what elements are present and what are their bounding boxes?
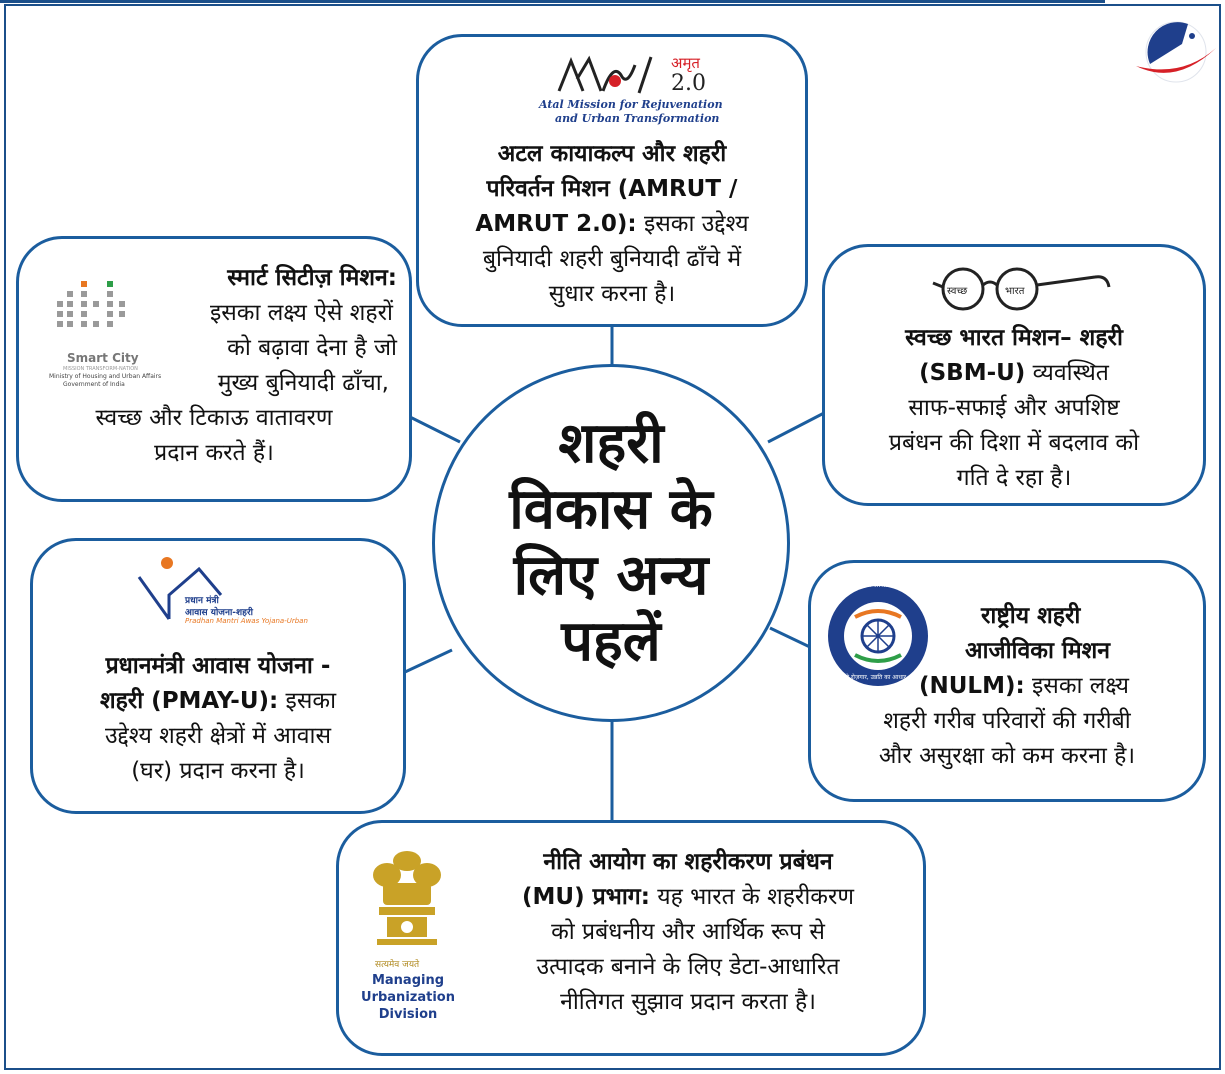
central-title-line1: शहरी xyxy=(558,411,664,476)
pmay-title-line1: प्रधानमंत्री आवास योजना - xyxy=(105,653,331,679)
amrut-logo-line2: and Urban Transformation xyxy=(555,112,720,125)
sbm-logo-left: स्वच्छ xyxy=(947,286,968,297)
pmay-logo-line3: Pradhan Mantri Awas Yojana-Urban xyxy=(185,617,308,625)
amrut-title-line2: परिवर्तन मिशन (AMRUT / xyxy=(486,176,738,202)
pmay-desc-line2: इसका xyxy=(278,688,337,714)
sbm-desc-line5: गति दे रहा है। xyxy=(956,465,1072,491)
smart-city-logo-ministry: Ministry of Housing and Urban Affairs xyxy=(49,373,162,380)
nulm-logo-top: राष्ट्रीय शहरी आजीविका मिशन xyxy=(841,581,918,589)
sbm-text xyxy=(825,321,1203,496)
central-title-line3: लिए अन्य xyxy=(513,543,709,608)
nulm-title-line3: (NULM): xyxy=(919,673,1025,699)
central-title-line2: विकास के xyxy=(509,477,713,542)
nulm-logo-bottom: मेरे रोज़गार, उन्नति का आधार xyxy=(843,674,907,681)
amrut-card xyxy=(416,34,808,327)
nulm-title-line1: राष्ट्रीय शहरी xyxy=(981,603,1081,629)
amrut-title-line3: AMRUT 2.0): xyxy=(475,211,637,237)
pmay-title-line2: शहरी (PMAY-U): xyxy=(99,688,279,714)
sbm-logo-right: भारत xyxy=(1005,286,1025,297)
amrut-desc-line4: बुनियादी शहरी बुनियादी ढाँचे में xyxy=(482,246,742,272)
smart-city-desc-line3: मुख्य बुनियादी ढाँचा, xyxy=(217,370,389,396)
niti-logo-line2: Urbanization xyxy=(361,990,455,1005)
niti-logo-line1: Managing xyxy=(371,973,445,988)
niti-logo-line3: Division xyxy=(378,1007,438,1022)
amrut-desc-line3: इसका उद्देश्य xyxy=(636,211,749,237)
central-topic-title xyxy=(481,411,741,675)
amrut-logo-version: 2.0 xyxy=(671,71,706,96)
pmay-card xyxy=(30,538,406,814)
nulm-desc-line3: इसका लक्ष्य xyxy=(1024,673,1129,699)
smart-city-title: स्मार्ट सिटीज़ मिशन: xyxy=(227,265,397,291)
nulm-card xyxy=(808,560,1206,802)
central-title-line4: पहलें xyxy=(561,609,661,674)
smart-city-desc-line4: स्वच्छ और टिकाऊ वातावरण xyxy=(95,405,333,431)
smart-city-desc-line2: को बढ़ावा देना है जो xyxy=(227,335,397,361)
niti-logo-motto: सत्यमेव जयते xyxy=(375,960,420,970)
sbm-desc-line2: व्यवस्थित xyxy=(1025,360,1109,386)
sbm-title-line1: स्वच्छ भारत मिशन– शहरी xyxy=(905,325,1123,351)
national-emblem-icon xyxy=(369,847,445,957)
niti-desc-line3: को प्रबंधनीय और आर्थिक रूप से xyxy=(551,919,825,945)
pmay-text xyxy=(33,649,403,789)
smart-city-logo-gov: Government of India xyxy=(63,381,125,388)
pmay-logo-line2: आवास योजना-शहरी xyxy=(185,608,253,618)
central-topic-circle xyxy=(432,364,790,722)
nulm-desc-line5: और असुरक्षा को कम करना है। xyxy=(878,743,1136,769)
niti-desc-line2: यह भारत के शहरीकरण xyxy=(649,884,854,910)
sbm-desc-line4: प्रबंधन की दिशा में बदलाव को xyxy=(888,430,1140,456)
niti-title-line2: (MU) प्रभाग: xyxy=(522,884,650,910)
sbm-desc-line3: साफ-सफाई और अपशिष्ट xyxy=(908,395,1120,421)
smart-city-text xyxy=(19,261,409,471)
amrut-title-line1: अटल कायाकल्प और शहरी xyxy=(497,141,727,167)
smart-city-card xyxy=(16,236,412,502)
niti-title-line1: नीति आयोग का शहरीकरण प्रबंधन xyxy=(543,849,833,875)
nulm-desc-line4: शहरी गरीब परिवारों की गरीबी xyxy=(883,708,1131,734)
amrut-text xyxy=(419,137,805,312)
amrut-desc-line5: सुधार करना है। xyxy=(548,281,676,307)
smart-city-logo-name: Smart City xyxy=(67,351,139,365)
smart-city-desc-line5: प्रदान करते हैं। xyxy=(154,440,274,466)
smart-city-logo-sub: MISSION TRANSFORM-NATION xyxy=(63,366,138,372)
niti-card xyxy=(336,820,926,1056)
amrut-logo-icon xyxy=(555,51,665,97)
smart-city-desc-line1: इसका लक्ष्य ऐसे शहरों xyxy=(209,300,393,326)
niti-text xyxy=(461,845,915,1020)
pmay-desc-line3: उद्देश्य शहरी क्षेत्रों में आवास xyxy=(104,723,331,749)
niti-desc-line4: उत्पादक बनाने के लिए डेटा-आधारित xyxy=(536,954,840,980)
amrut-logo-hindi: अमृत xyxy=(671,54,700,72)
pmay-desc-line4: (घर) प्रदान करना है। xyxy=(131,758,305,784)
sbm-card xyxy=(822,244,1206,506)
niti-desc-line5: नीतिगत सुझाव प्रदान करता है। xyxy=(560,989,816,1015)
amrut-logo-line1: Atal Mission for Rejuvenation xyxy=(539,98,723,111)
nulm-title-line2: आजीविका मिशन xyxy=(965,638,1111,664)
nulm-text xyxy=(811,599,1203,774)
sbm-title-line2: (SBM-U) xyxy=(919,360,1026,386)
pmay-logo-line1: प्रधान मंत्री xyxy=(185,596,219,606)
